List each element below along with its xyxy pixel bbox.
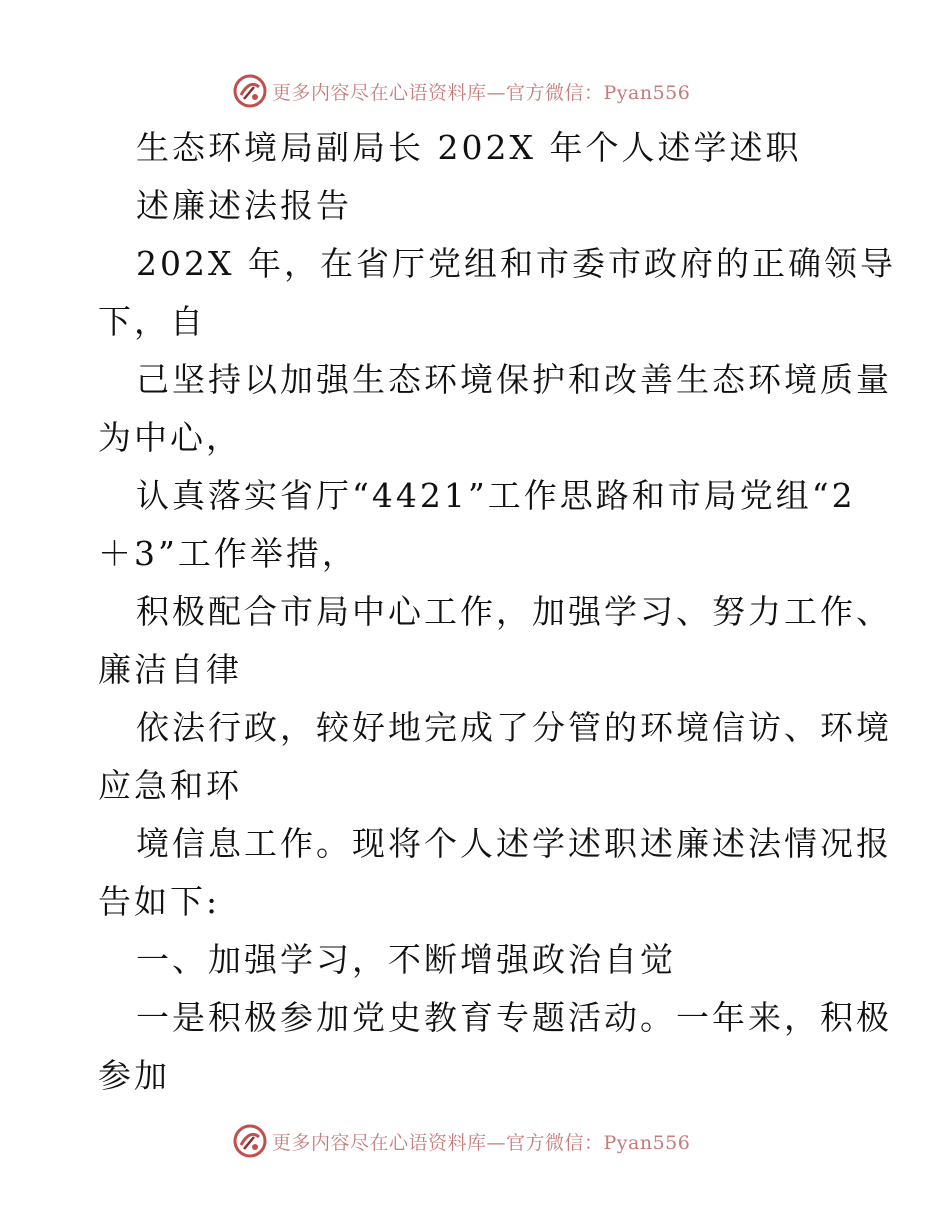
doc-paragraph-line: 积极配合市局中心工作，加强学习、努力工作、 — [136, 592, 892, 631]
doc-paragraph-line: 己坚持以加强生态环境保护和改善生态环境质量 — [136, 360, 892, 399]
doc-paragraph-line: 境信息工作。现将个人述学述职述廉述法情况报 — [136, 824, 892, 863]
watermark-banner-top — [232, 71, 690, 111]
doc-paragraph-line: 廉洁自律 — [98, 650, 242, 689]
doc-section-heading: 一、加强学习，不断增强政治自觉 — [136, 940, 676, 979]
doc-paragraph-line: 下，自 — [98, 302, 206, 341]
doc-paragraph-line: 应急和环 — [98, 766, 242, 805]
watermark-text: 更多内容尽在心语资料库—官方微信：Pyan556 — [272, 81, 691, 104]
doc-paragraph-line: 认真落实省厅“4421”工作思路和市局党组“2 — [136, 476, 856, 515]
library-logo-icon — [232, 1123, 268, 1159]
doc-paragraph-line: 一是积极参加党史教育专题活动。一年来，积极 — [136, 998, 892, 1037]
doc-paragraph-line: ＋3”工作举措， — [98, 534, 358, 573]
doc-paragraph-line: 为中心， — [98, 418, 242, 457]
doc-paragraph-line: 依法行政，较好地完成了分管的环境信访、环境 — [136, 708, 892, 747]
doc-paragraph-line: 202X 年，在省厅党组和市委市政府的正确领导 — [136, 244, 896, 283]
watermark-banner-bottom — [232, 1121, 690, 1161]
doc-paragraph-line: 参加 — [98, 1056, 170, 1095]
doc-paragraph-line: 告如下: — [98, 882, 221, 921]
library-logo-icon — [232, 73, 268, 109]
doc-title-line-1: 生态环境局副局长 202X 年个人述学述职 — [136, 128, 802, 167]
doc-title-line-2: 述廉述法报告 — [136, 186, 352, 225]
watermark-text: 更多内容尽在心语资料库—官方微信：Pyan556 — [272, 1131, 691, 1154]
